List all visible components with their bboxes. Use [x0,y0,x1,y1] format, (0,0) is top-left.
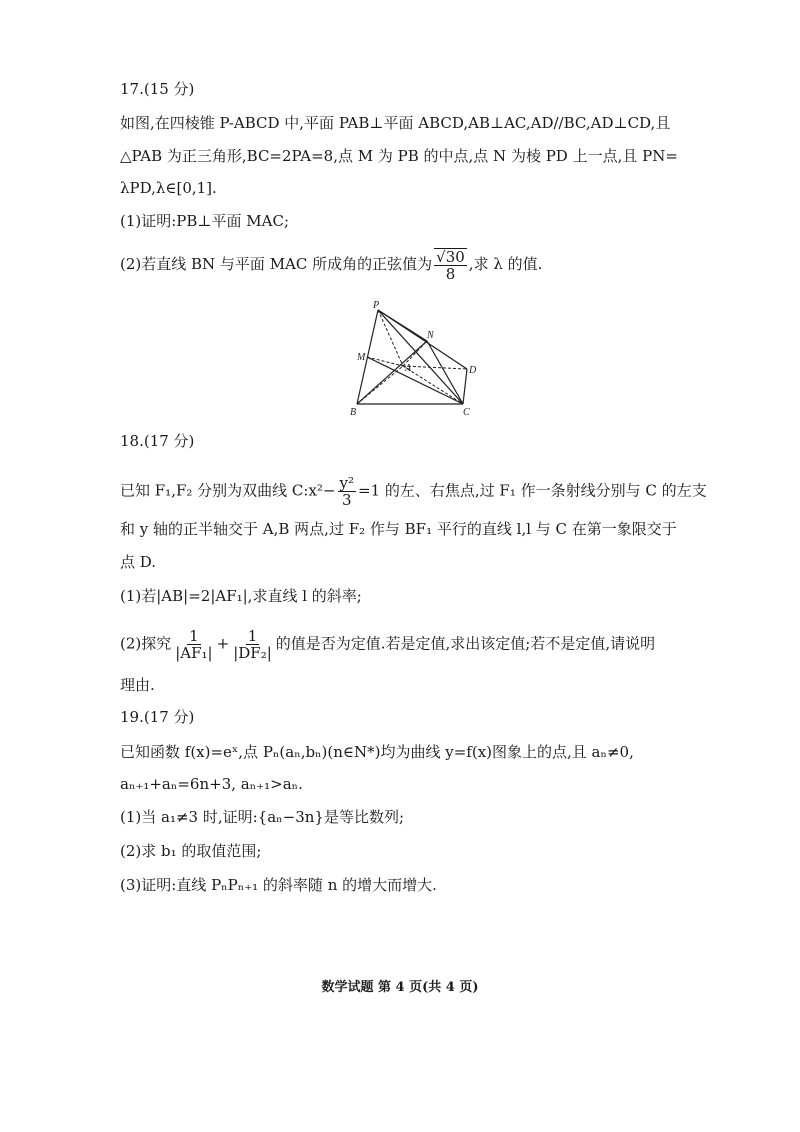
label-C: C [463,407,470,418]
q18-line2: 和 y 轴的正半轴交于 A,B 两点,过 F₂ 作与 BF₁ 平行的直线 l,l 与 C 在第一象限交于 [120,520,677,538]
q18-part2-prefix: (2)探究 [120,634,172,653]
q18-fraction-2 [231,628,274,661]
q18-part2-line2: 理由. [120,676,155,694]
label-P: P [373,300,380,311]
q19-line1: 已知函数 f(x)=eˣ,点 Pₙ(aₙ,bₙ)(n∈N*)均为曲线 y=f(x)图象上的点,且 aₙ≠0, [120,743,634,761]
q17-part1: (1)证明:PB⊥平面 MAC; [120,212,290,230]
q18-line1-suffix: =1 的左、右焦点,过 F₁ 作一条射线分别与 C 的左支 [358,481,707,500]
label-A: A [405,363,412,374]
label-N: N [427,330,434,341]
q17-part2-prefix: (2)若直线 BN 与平面 MAC 所成角的正弦值为 [120,255,433,273]
label-D: D [469,365,477,376]
q19-line2: aₙ₊₁+aₙ=6n+3, aₙ₊₁>aₙ. [120,775,303,793]
q18-part2-suffix: 的值是否为定值.若是定值,求出该定值;若不是定值,请说明 [275,634,656,653]
fraction-numerator: √30 [436,248,465,266]
q18-line1 [120,475,707,508]
q18-line3: 点 D. [120,553,157,571]
q18-part2 [120,628,655,661]
pyramid-figure [345,298,485,418]
fraction-numerator: 1 [189,627,199,645]
q19-part1: (1)当 a₁≠3 时,证明:{aₙ−3n}是等比数列; [120,808,405,826]
plus-sign: + [216,634,230,653]
q18-hyperbola-fraction [338,475,357,508]
page-footer: 数学试题 第 4 页(共 4 页) [321,980,479,995]
fraction-denominator: 8 [445,265,456,283]
q19-part2: (2)求 b₁ 的取值范围; [120,842,262,860]
q18-line1-prefix: 已知 F₁,F₂ 分别为双曲线 C:x²− [120,481,336,500]
fraction-denominator: |DF₂| [233,644,272,662]
q17-line1: 如图,在四棱锥 P-ABCD 中,平面 PAB⊥平面 ABCD,AB⊥AC,AD//BC,AD⊥CD,且 [120,114,671,132]
q18-fraction-1 [173,628,214,661]
fraction-numerator: 1 [247,627,258,645]
fraction-numerator: y² [339,474,354,492]
q19-part3: (3)证明:直线 PₙPₙ₊₁ 的斜率随 n 的增大而增大. [120,876,437,894]
q17-part2 [120,248,542,282]
q17-line3: λPD,λ∈[0,1]. [120,179,217,197]
q17-line2: △PAB 为正三角形,BC=2PA=8,点 M 为 PB 的中点,点 N 为棱 PD 上一点,且 PN= [120,147,678,165]
fraction-denominator: |AF₁| [175,644,213,662]
q17-sine-fraction [434,248,467,282]
label-M: M [357,352,366,363]
q19-header: 19.(17 分) [120,708,195,726]
q17-header: 17.(15 分) [120,80,195,98]
label-B: B [350,407,357,418]
q17-part2-suffix: ,求 λ 的值. [468,255,543,273]
fraction-denominator: 3 [341,491,352,509]
q18-header: 18.(17 分) [120,432,195,450]
q18-part1: (1)若|AB|=2|AF₁|,求直线 l 的斜率; [120,587,362,605]
